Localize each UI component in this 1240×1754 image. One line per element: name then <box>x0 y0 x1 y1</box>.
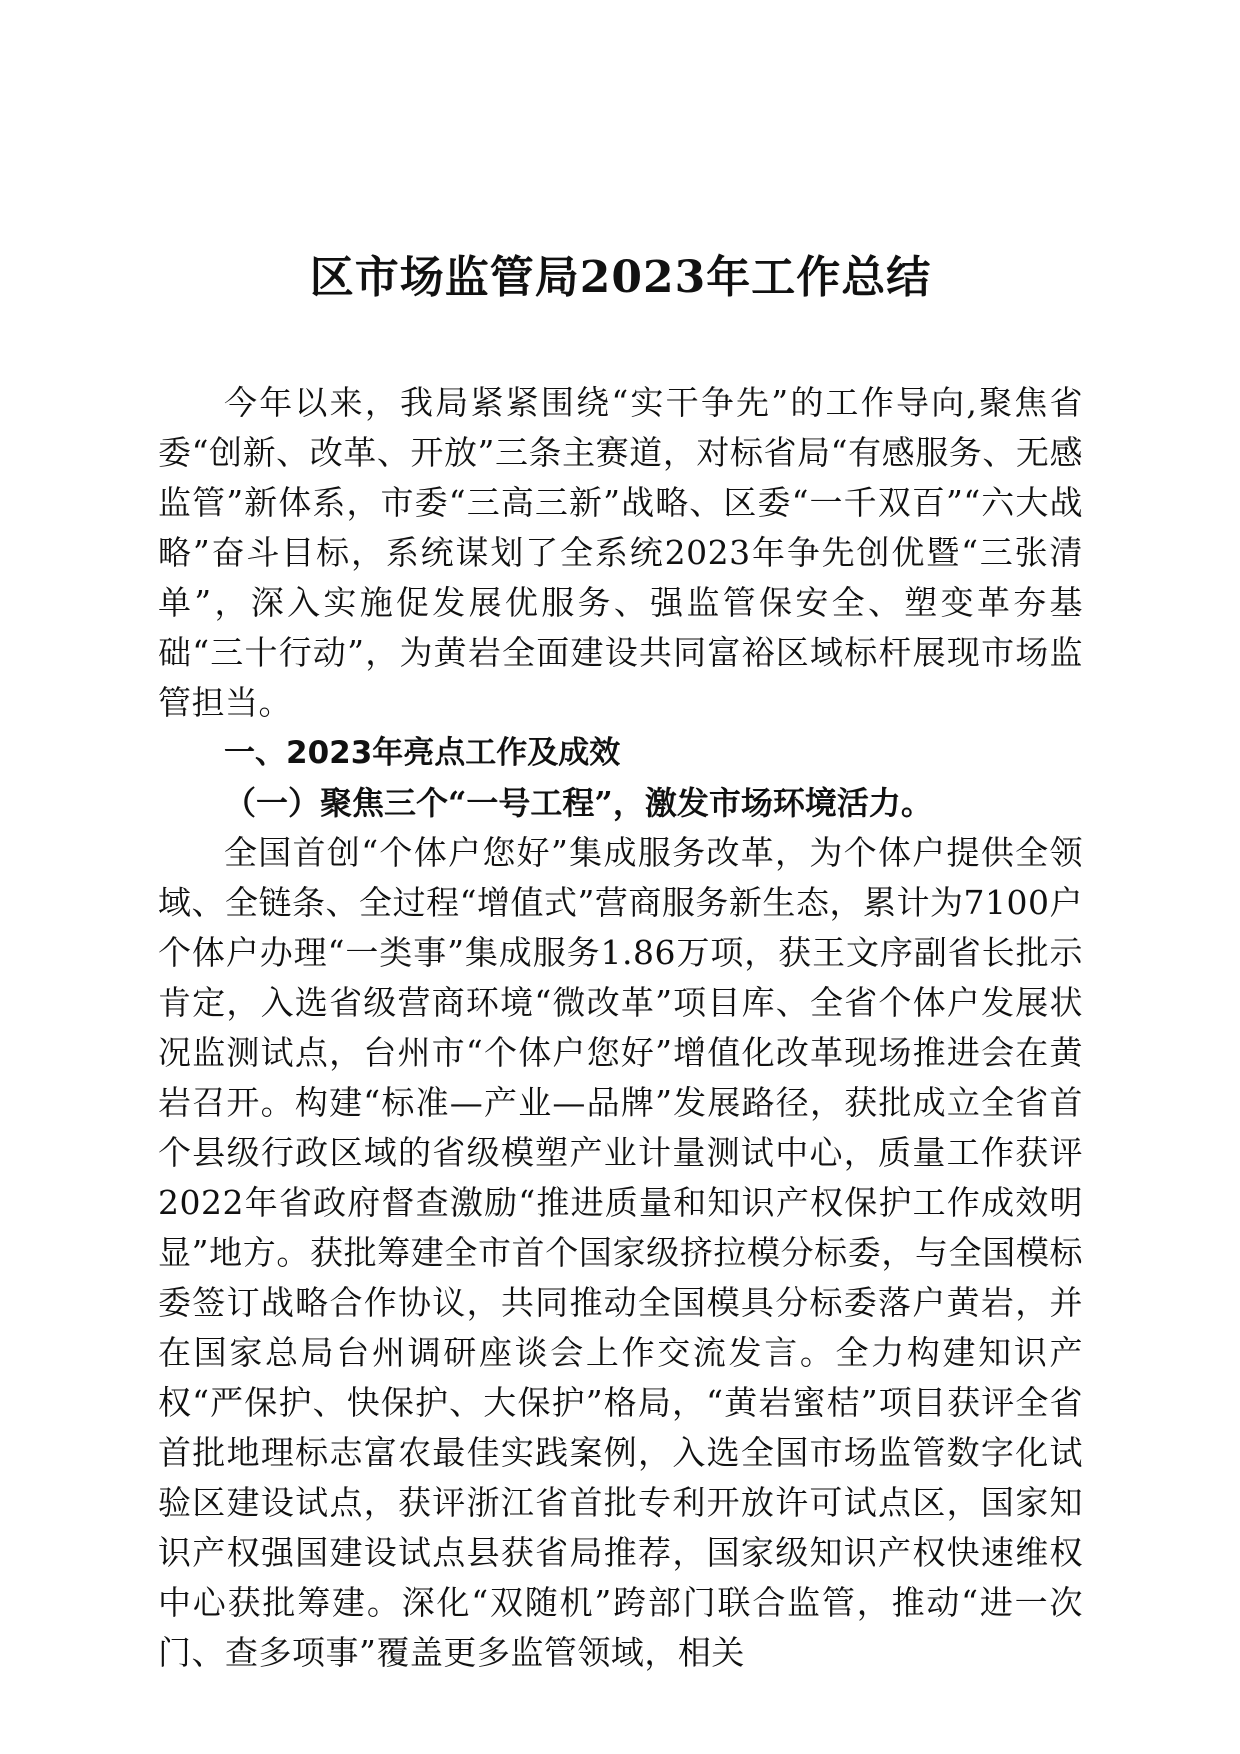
intro-paragraph: 今年以来，我局紧紧围绕“实干争先”的工作导向,聚焦省委“创新、改革、开放”三条主赛道，对标省局“有感服务、无感监管”新体系，市委“三高三新”战略、区委“一千双百”“六大战略”奋斗目标，系统谋划了全系统2023年争先创优暨“三张清单”，深入实施促发展优服务、强监管保安全、塑变革夯基础“三十行动”，为黄岩全面建设共同富裕区域标杆展现市场监管担当。 <box>158 383 1083 722</box>
section-heading-1: 一、2023年亮点工作及成效 <box>224 735 621 771</box>
document-title: 区市场监管局2023年工作总结 <box>309 252 932 303</box>
body-paragraph-1: 全国首创“个体户您好”集成服务改革，为个体户提供全领域、全链条、全过程“增值式”营商服务新生态，累计为7100户个体户办理“一类事”集成服务1.86万项，获王文序副省长批示肯定，入选省级营商环境“微改革”项目库、全省个体户发展状况监测试点，台州市“个体户您好”增值化改革现场推进会在黄岩召开。构建“标准—产业—品牌”发展路径，获批成立全省首个县级行政区域的省级模塑产业计量测试中心，质量工作获评2022年省政府督查激励“推进质量和知识产权保护工作成效明显”地方。获批筹建全市首个国家级挤拉模分标委，与全国模标委签订战略合作协议，共同推动全国模具分标委落户黄岩，并在国家总局台州调研座谈会上作交流发言。全力构建知识产权“严保护、快保护、大保护”格局，“黄岩蜜桔”项目获评全省首批地理标志富农最佳实践案例，入选全国市场监管数字化试验区建设试点，获评浙江省首批专利开放许可试点区，国家知识产权强国建设试点县获省局推荐，国家级知识产权快速维权中心获批筹建。深化“双随机”跨部门联合监管，推动“进一次门、查多项事”覆盖更多监管领域，相关 <box>158 833 1083 1672</box>
document-body <box>158 378 1083 1678</box>
subsection-heading-1: （一）聚焦三个“一号工程”，激发市场环境活力。 <box>224 784 933 822</box>
